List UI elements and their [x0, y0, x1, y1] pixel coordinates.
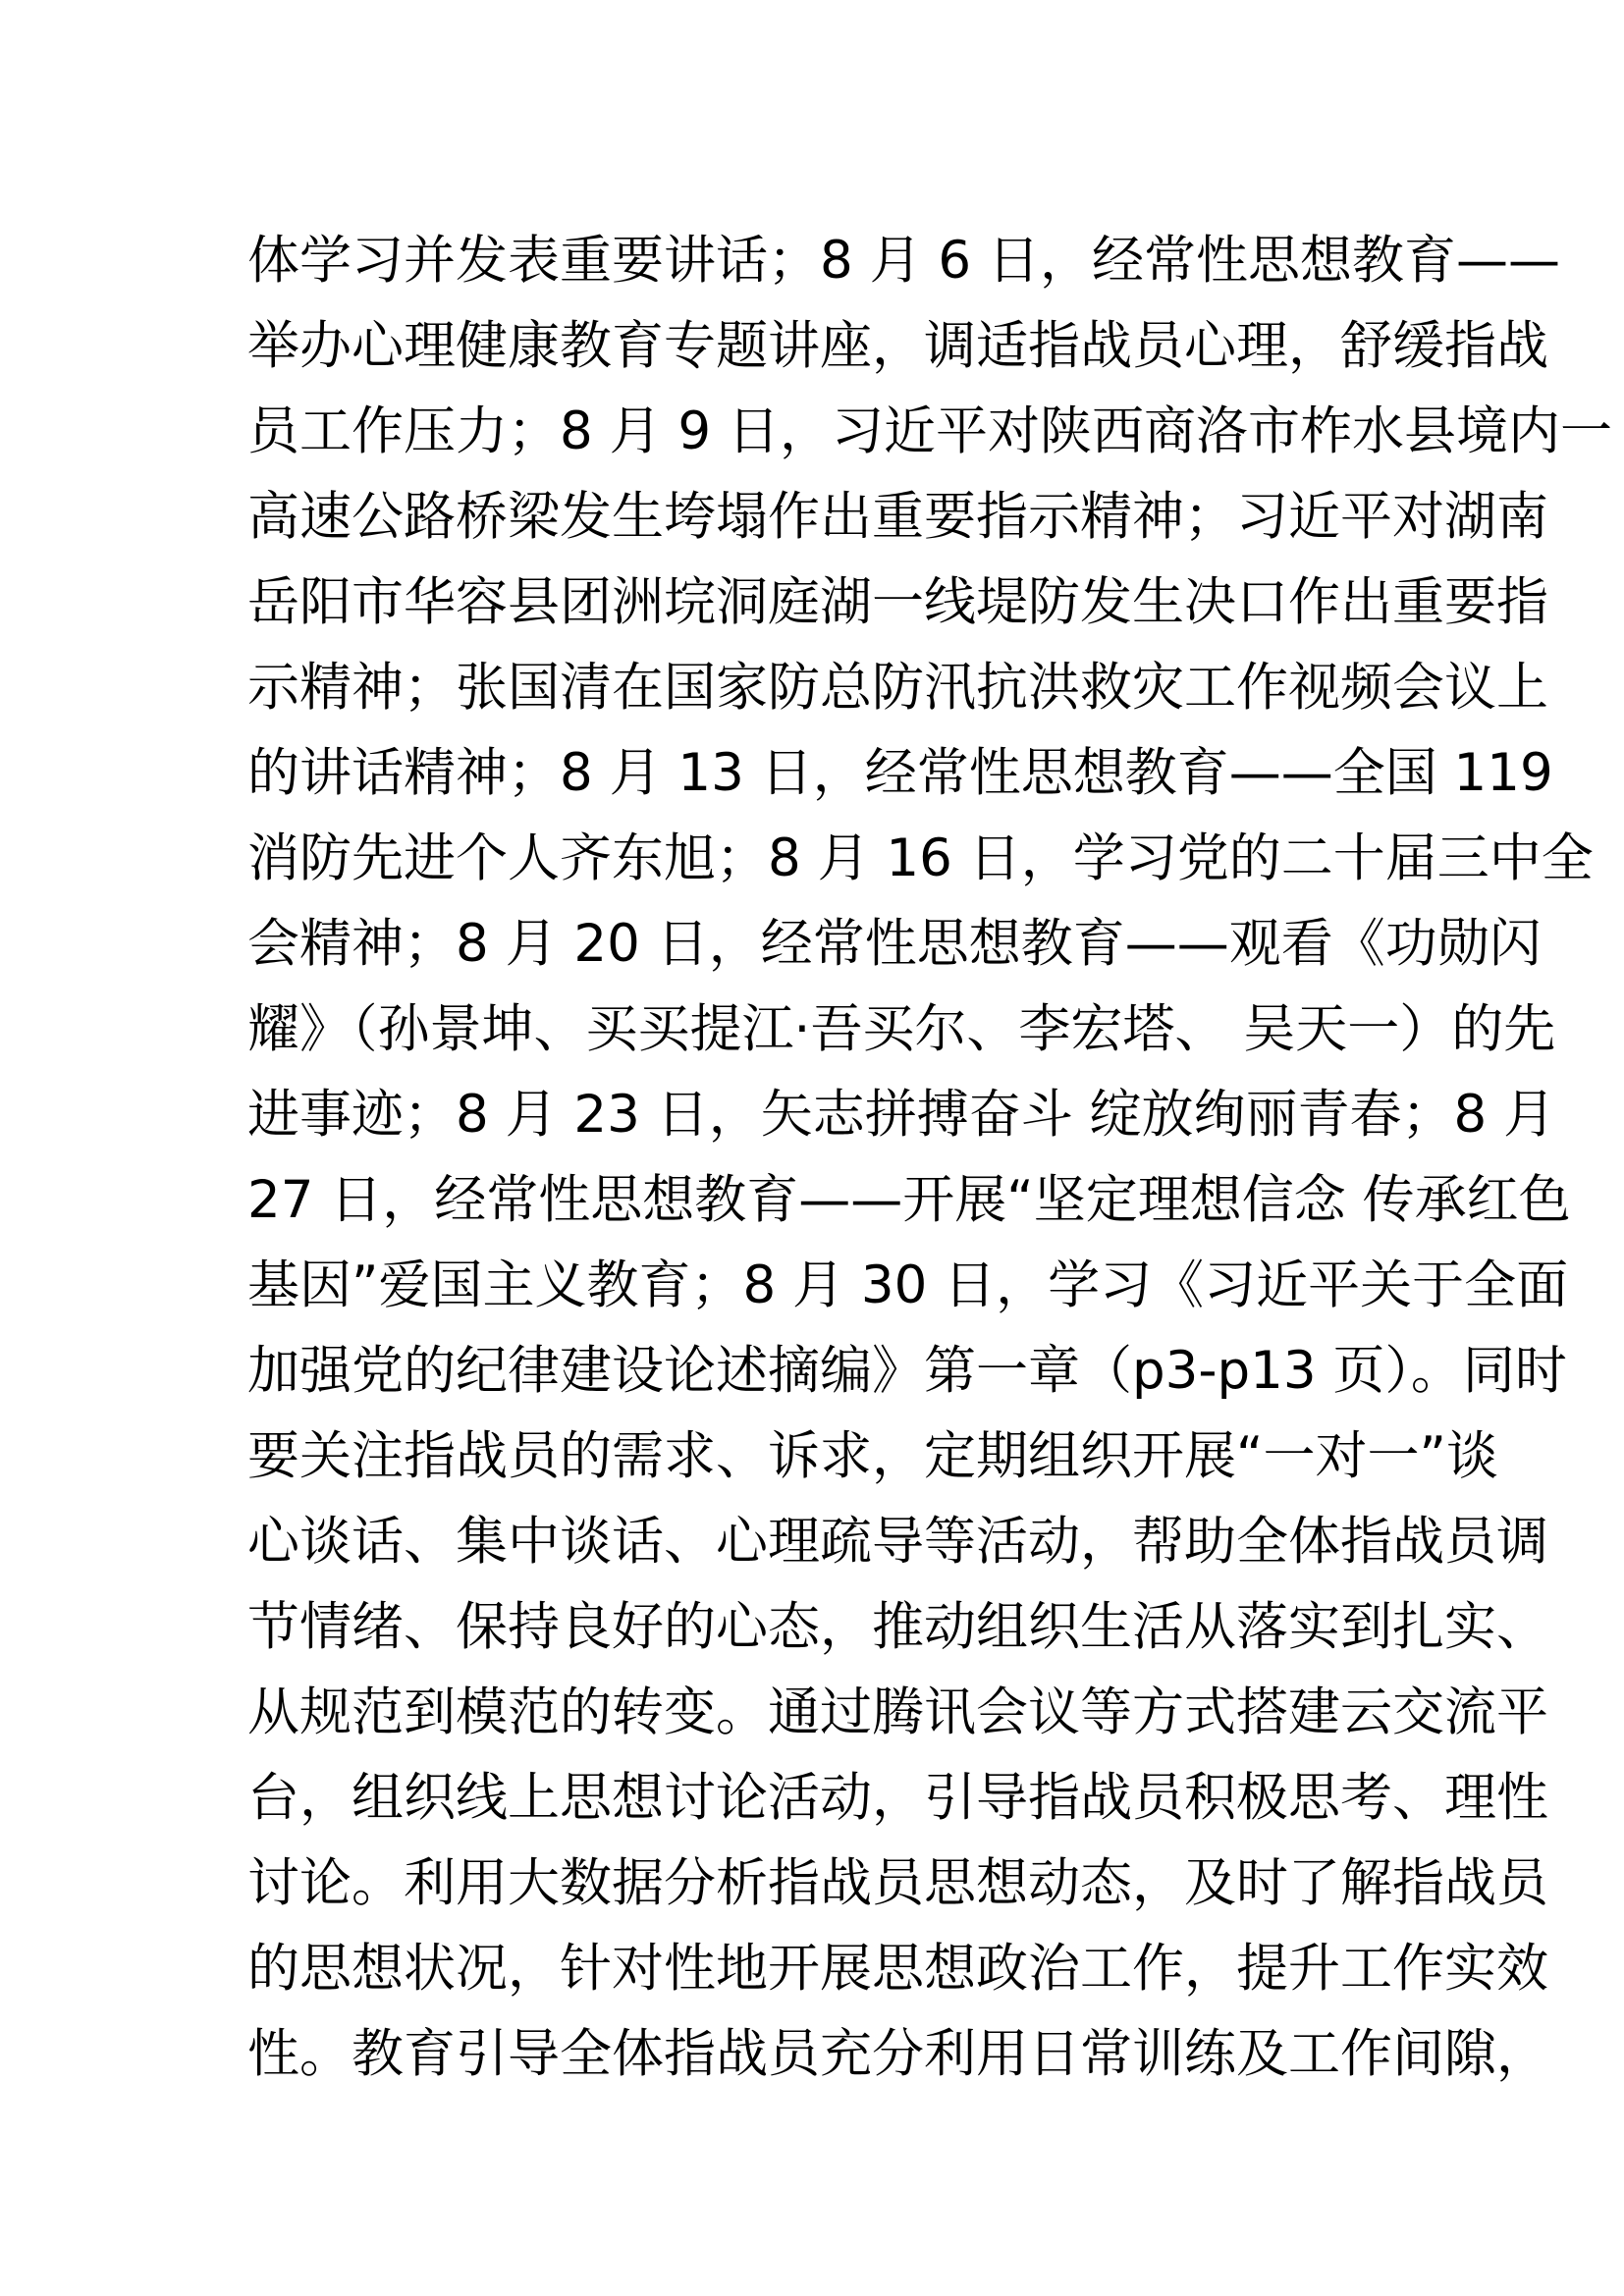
text-line: 讨论。利用大数据分析指战员思想动态，及时了解指战员 [247, 1853, 1548, 1913]
text-line: 岳阳市华容县团洲垸洞庭湖一线堤防发生决口作出重要指 [247, 572, 1548, 632]
text-line: 要关注指战员的需求、诉求，定期组织开展“一对一”谈 [247, 1426, 1498, 1486]
text-line: 加强党的纪律建设论述摘编》第一章（p3-p13 页）。同时 [247, 1341, 1567, 1401]
text-line: 举办心理健康教育专题讲座，调适指战员心理，舒缓指战 [247, 316, 1548, 376]
text-line: 高速公路桥梁发生垮塌作出重要指示精神；习近平对湖南 [247, 487, 1548, 547]
text-line: 从规范到模范的转变。通过腾讯会议等方式搭建云交流平 [247, 1682, 1548, 1742]
text-line: 性。教育引导全体指战员充分利用日常训练及工作间隙， [247, 2024, 1548, 2084]
text-line: 进事迹；8 月 23 日，矢志拼搏奋斗 绽放绚丽青春；8 月 [247, 1085, 1556, 1145]
text-line: 27 日，经常性思想教育——开展“坚定理想信念 传承红色 [247, 1170, 1571, 1230]
text-line: 消防先进个人齐东旭；8 月 16 日，学习党的二十届三中全 [247, 828, 1594, 888]
text-line: 的讲话精神；8 月 13 日，经常性思想教育——全国 119 [247, 743, 1553, 803]
text-line: 节情绪、保持良好的心态，推动组织生活从落实到扎实、 [247, 1597, 1548, 1657]
text-line: 耀》（孙景坤、买买提江·吾买尔、李宏塔、 吴天一）的先 [247, 999, 1556, 1059]
text-line: 示精神；张国清在国家防总防汛抗洪救灾工作视频会议上 [247, 658, 1548, 718]
text-line: 台，组织线上思想讨论活动，引导指战员积极思考、理性 [247, 1768, 1548, 1828]
text-line: 基因”爱国主义教育；8 月 30 日，学习《习近平关于全面 [247, 1255, 1569, 1315]
text-line: 会精神；8 月 20 日，经常性思想教育——观看《功勋闪 [247, 914, 1542, 974]
text-line: 的思想状况，针对性地开展思想政治工作，提升工作实效 [247, 1939, 1548, 1999]
body-paragraph [247, 218, 1612, 2097]
text-line: 员工作压力；8 月 9 日，习近平对陕西商洛市柞水县境内一 [247, 401, 1612, 461]
text-line: 体学习并发表重要讲话；8 月 6 日，经常性思想教育—— [247, 231, 1560, 291]
text-line: 心谈话、集中谈话、心理疏导等活动，帮助全体指战员调 [247, 1512, 1548, 1572]
